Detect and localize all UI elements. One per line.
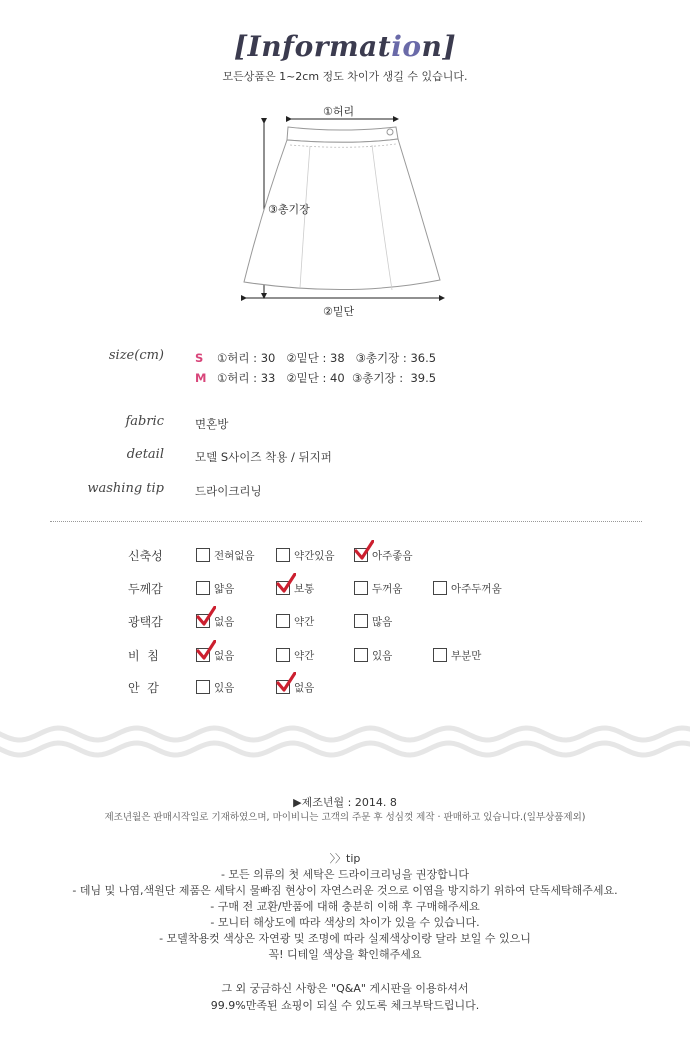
attribute-option[interactable] — [196, 679, 234, 695]
check-mark-icon — [276, 672, 296, 692]
option-label: 부분만 — [451, 649, 482, 662]
attribute-option[interactable] — [196, 613, 234, 629]
fabric-value: 면혼방 — [195, 417, 229, 431]
attribute-option[interactable] — [276, 647, 314, 663]
check-mark-icon — [276, 573, 296, 593]
skirt-illustration — [0, 0, 690, 330]
option-label: 아주두꺼움 — [451, 582, 502, 595]
hem-label: ②밑단 — [323, 305, 355, 318]
attribute-option[interactable] — [354, 647, 392, 663]
tip-2: - 데님 및 나염,색원단 제품은 세탁시 물빠짐 현상이 자연스러운 것으로 이염을 방지하기 위하여 단독세탁해주세요. — [72, 884, 618, 897]
tip-6: 꼭! 디테일 색상을 확인해주세요 — [268, 948, 422, 961]
attribute-option[interactable] — [276, 580, 314, 596]
attribute-option[interactable] — [433, 647, 481, 663]
checkbox[interactable] — [433, 581, 447, 595]
checkbox[interactable] — [354, 648, 368, 662]
checkbox[interactable] — [276, 581, 290, 595]
checkbox[interactable] — [433, 648, 447, 662]
attribute-option[interactable] — [354, 613, 392, 629]
attribute-option[interactable] — [196, 547, 255, 563]
attribute-row — [0, 679, 690, 701]
option-label: 보통 — [294, 582, 315, 595]
attribute-option[interactable] — [276, 547, 335, 563]
attribute-option[interactable] — [354, 580, 402, 596]
option-label: 얇음 — [214, 582, 235, 595]
section-divider — [50, 521, 642, 522]
attribute-label: 광택감 — [128, 615, 163, 629]
check-mark-icon — [196, 606, 216, 626]
attribute-row — [0, 580, 690, 602]
attribute-label: 안 감 — [128, 681, 159, 695]
option-label: 약간 — [294, 649, 315, 662]
size-m-text: ①허리 : 33 ②밑단 : 40 ③총기장 : 39.5 — [217, 371, 437, 385]
washing-value: 드라이크리닝 — [195, 484, 262, 498]
size-s-letter: S — [195, 351, 204, 365]
button-icon — [387, 129, 393, 135]
attribute-option[interactable] — [276, 679, 314, 695]
attribute-option[interactable] — [196, 580, 234, 596]
checkbox[interactable] — [196, 614, 210, 628]
tip-5: - 모델착용컷 색상은 자연광 및 조명에 따라 실제색상이랑 달라 보일 수 있으니 — [159, 932, 531, 945]
attribute-label: 비 침 — [128, 649, 159, 663]
option-label: 전혀없음 — [214, 549, 255, 562]
checkbox[interactable] — [354, 614, 368, 628]
checkbox[interactable] — [276, 614, 290, 628]
checkbox[interactable] — [196, 648, 210, 662]
checkbox[interactable] — [196, 581, 210, 595]
option-label: 없음 — [214, 649, 235, 662]
checkbox[interactable] — [276, 648, 290, 662]
attribute-row — [0, 647, 690, 669]
title-accent: io — [391, 30, 422, 63]
size-m — [195, 370, 436, 386]
checkbox[interactable] — [354, 548, 368, 562]
tip-4: - 모니터 해상도에 따라 색상의 차이가 있을 수 있습니다. — [210, 916, 480, 929]
attribute-option[interactable] — [433, 580, 502, 596]
size-s — [195, 350, 436, 366]
option-label: 없음 — [214, 615, 235, 628]
page-subtitle: 모든상품은 1~2cm 정도 차이가 생길 수 있습니다. — [222, 70, 468, 83]
option-label: 없음 — [294, 681, 315, 694]
manufacture-note: 제조년월은 판매시작일로 기재하였으며, 마이비니는 고객의 주문 후 성심껏 제작 · 판매하고 있습니다.(일부상품제외) — [104, 812, 586, 823]
option-label: 약간 — [294, 615, 315, 628]
checkbox[interactable] — [276, 680, 290, 694]
attribute-option[interactable] — [196, 647, 234, 663]
option-label: 많음 — [372, 615, 393, 628]
size-key: size(cm) — [108, 348, 164, 363]
title-prefix: [Informat — [233, 30, 392, 63]
closing-line-1: 그 외 궁금하신 사항은 "Q&A" 게시판을 이용하셔서 — [221, 982, 469, 995]
size-s-text: ①허리 : 30 ②밑단 : 38 ③총기장 : 36.5 — [217, 351, 437, 365]
fabric-key: fabric — [125, 414, 164, 429]
attribute-row — [0, 613, 690, 635]
washing-key: washing tip — [87, 481, 164, 496]
detail-value: 모델 S사이즈 착용 / 뒤지퍼 — [195, 450, 332, 464]
size-m-letter: M — [195, 371, 207, 385]
option-label: 있음 — [214, 681, 235, 694]
option-label: 아주좋음 — [372, 549, 413, 562]
attribute-option[interactable] — [354, 547, 413, 563]
checkbox[interactable] — [276, 548, 290, 562]
checkbox[interactable] — [354, 581, 368, 595]
attribute-row — [0, 547, 690, 569]
title-suffix: n] — [421, 30, 457, 63]
detail-key: detail — [126, 447, 164, 462]
tip-3: - 구매 전 교환/반품에 대해 충분히 이해 후 구매해주세요 — [210, 900, 480, 913]
option-label: 두꺼움 — [372, 582, 403, 595]
waist-label: ①허리 — [323, 105, 355, 118]
attribute-label: 두께감 — [128, 582, 163, 596]
option-label: 있음 — [372, 649, 393, 662]
manufacture-date: ▶제조년월 : 2014. 8 — [293, 796, 397, 809]
attribute-option[interactable] — [276, 613, 314, 629]
tip-title: 〉〉tip — [329, 852, 361, 865]
wave-divider — [0, 722, 690, 762]
attribute-label: 신축성 — [128, 549, 163, 563]
length-label: ③총기장 — [268, 203, 310, 216]
check-mark-icon — [196, 640, 216, 660]
check-mark-icon — [354, 540, 374, 560]
checkbox[interactable] — [196, 548, 210, 562]
skirt-waistband — [287, 127, 398, 142]
closing-line-2: 99.9%만족된 쇼핑이 되실 수 있도록 체크부탁드립니다. — [210, 999, 480, 1012]
option-label: 약간있음 — [294, 549, 335, 562]
tip-1: - 모든 의류의 첫 세탁은 드라이크리닝을 권장합니다 — [220, 868, 470, 881]
skirt-measurement-diagram — [0, 0, 690, 330]
checkbox[interactable] — [196, 680, 210, 694]
